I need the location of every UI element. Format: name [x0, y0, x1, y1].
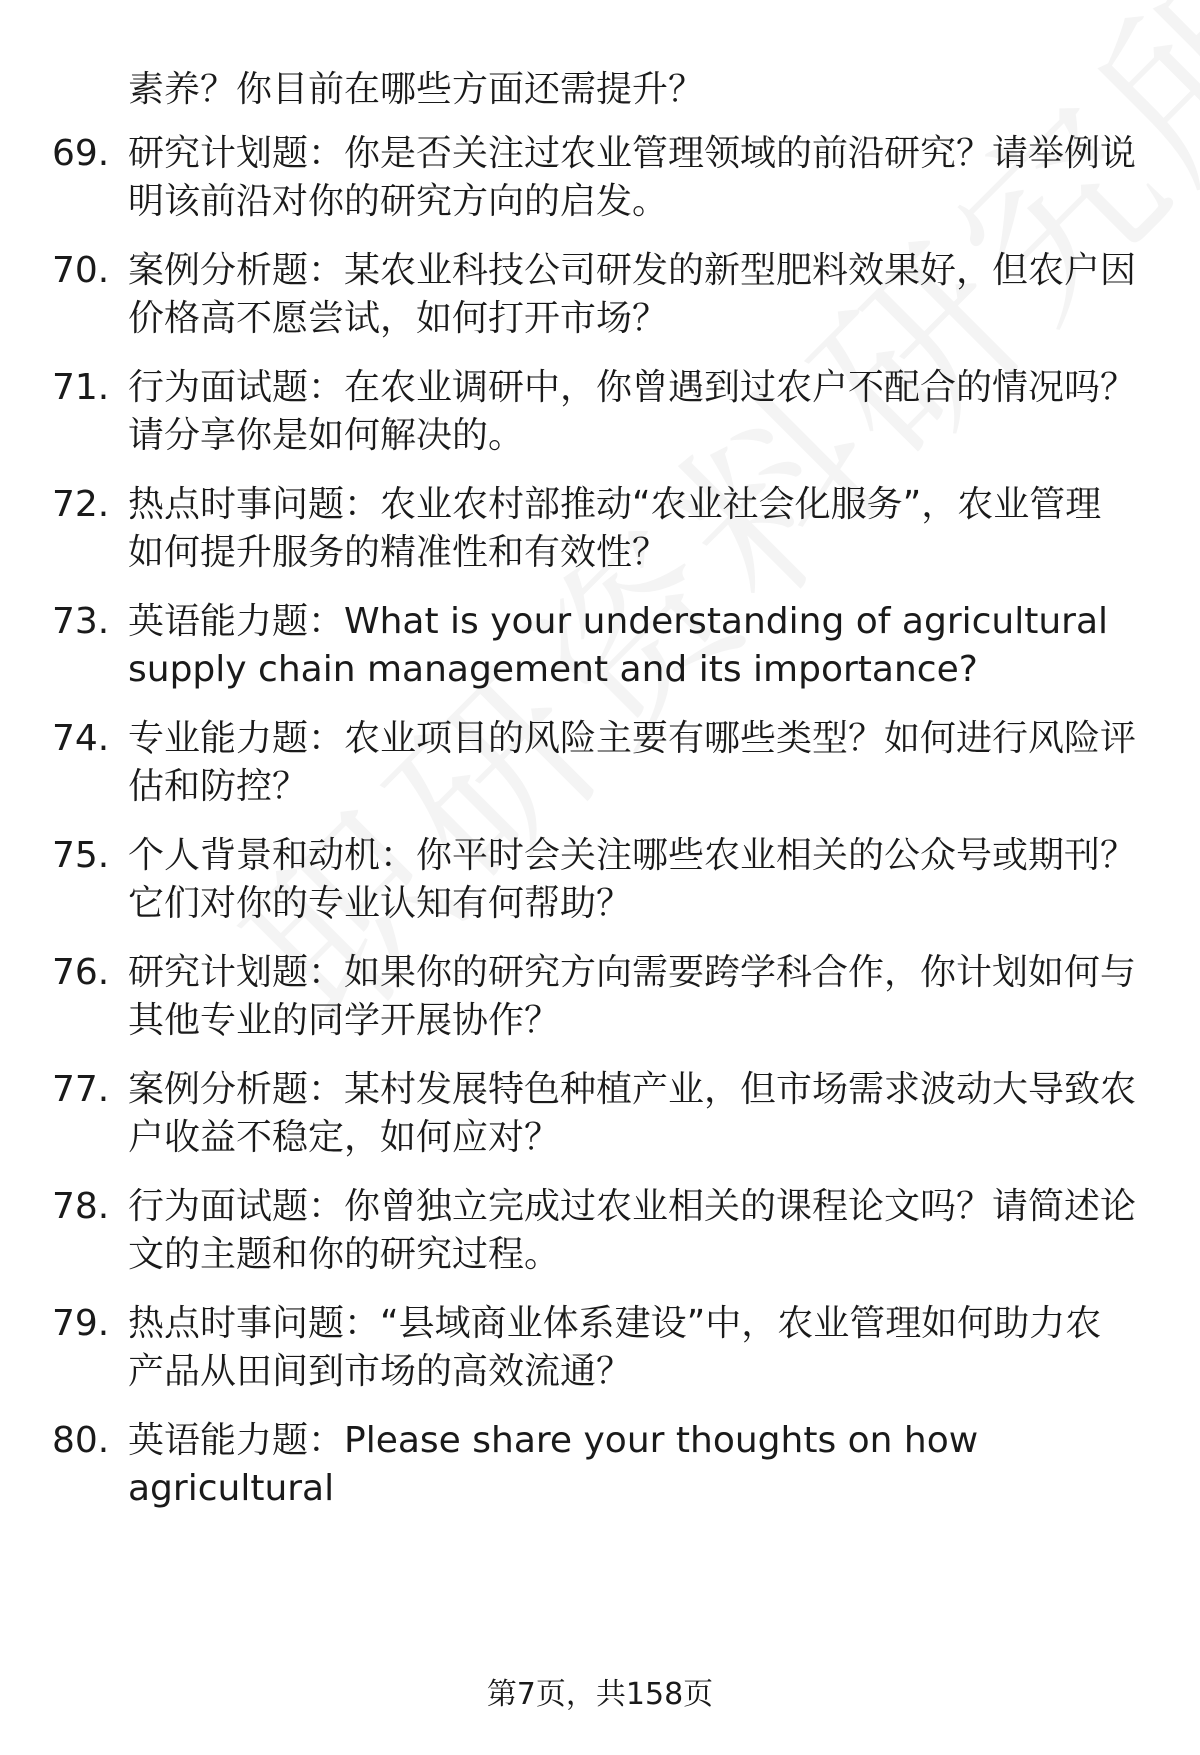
- question-text: 英语能力题：Please share your thoughts on how agricultural: [128, 1420, 979, 1509]
- question-text: 案例分析题：某村发展特色种植产业，但市场需求波动大导致农 户收益不稳定，如何应对？: [128, 1069, 1137, 1158]
- question-number: 76.: [52, 952, 110, 993]
- continued-question-text: 素养？你目前在哪些方面还需提升？: [128, 69, 705, 110]
- question-text: 案例分析题：某农业科技公司研发的新型肥料效果好，但农户因 价格高不愿尝试，如何打开市场？: [128, 250, 1137, 339]
- question-number: 78.: [52, 1186, 110, 1227]
- question-text: 专业能力题：农业项目的风险主要有哪些类型？如何进行风险评 估和防控？: [128, 718, 1137, 807]
- question-number: 72.: [52, 484, 110, 525]
- page-footer: 第7页，共158页: [486, 1677, 714, 1712]
- question-text: 个人背景和动机：你平时会关注哪些农业相关的公众号或期刊？ 它们对你的专业认知有何帮助？: [128, 835, 1137, 924]
- question-text: 行为面试题：在农业调研中，你曾遇到过农户不配合的情况吗？ 请分享你是如何解决的。: [128, 367, 1137, 456]
- question-number: 77.: [52, 1069, 110, 1110]
- question-text: 研究计划题：你是否关注过农业管理领域的前沿研究？请举例说 明该前沿对你的研究方向的启发。: [128, 133, 1137, 222]
- question-number: 80.: [52, 1420, 110, 1461]
- question-text: 热点时事问题：农业农村部推动“农业社会化服务”，农业管理 如何提升服务的精准性和有效性？: [128, 484, 1102, 573]
- question-number: 73.: [52, 601, 110, 642]
- question-text: 行为面试题：你曾独立完成过农业相关的课程论文吗？请简述论 文的主题和你的研究过程。: [128, 1186, 1137, 1275]
- question-text: 英语能力题：What is your understanding of agricultural supply chain management and its importance?: [128, 601, 1109, 690]
- question-number: 70.: [52, 250, 110, 291]
- question-text: 热点时事问题：“县域商业体系建设”中，农业管理如何助力农 产品从田间到市场的高效流通？: [128, 1303, 1102, 1392]
- question-number: 79.: [52, 1303, 110, 1344]
- question-number: 71.: [52, 367, 110, 408]
- question-text: 研究计划题：如果你的研究方向需要跨学科合作，你计划如何与 其他专业的同学开展协作？: [128, 952, 1137, 1041]
- question-number: 75.: [52, 835, 110, 876]
- question-number: 69.: [52, 133, 110, 174]
- question-number: 74.: [52, 718, 110, 759]
